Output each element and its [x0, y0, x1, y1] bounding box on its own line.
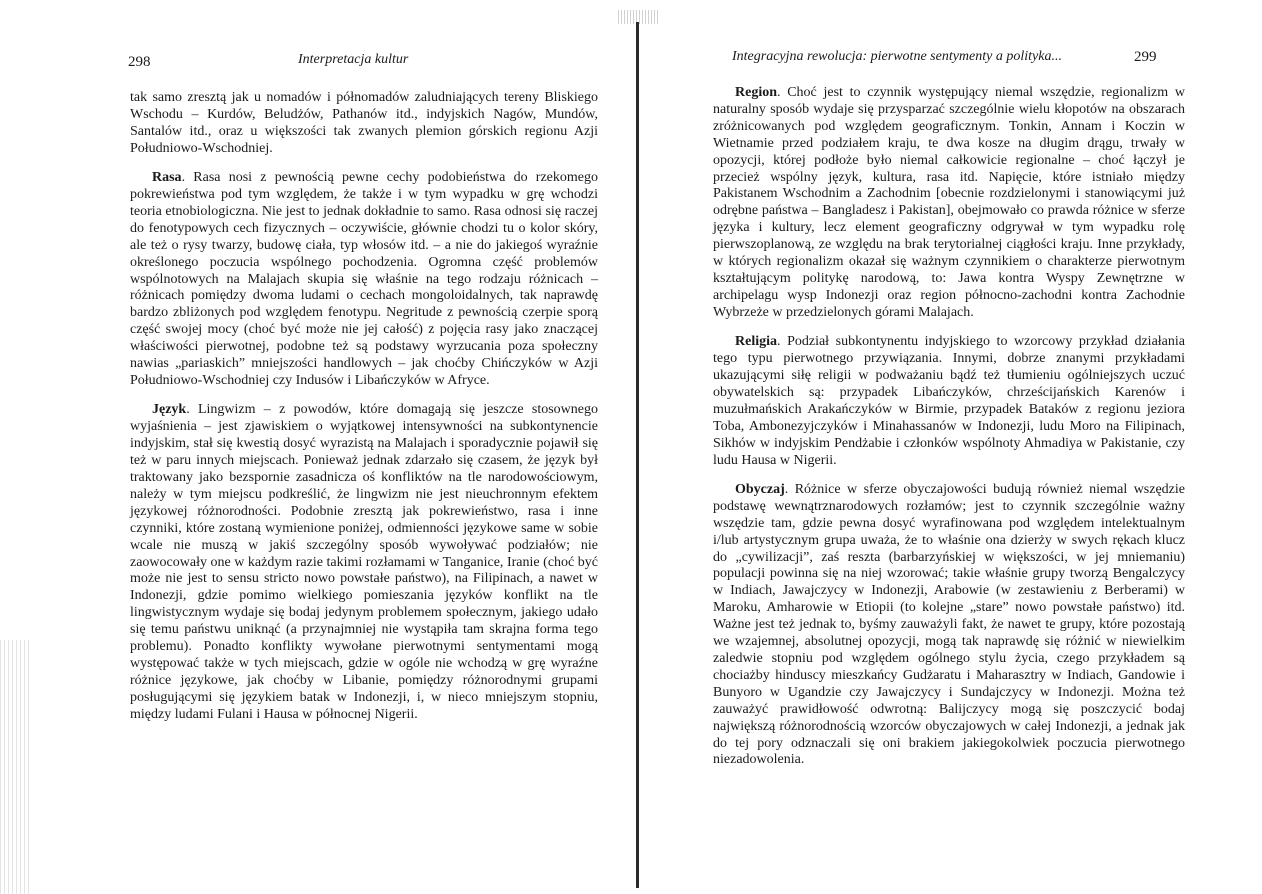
section-term: Rasa — [152, 170, 182, 186]
body-text — [713, 85, 1185, 782]
paragraph-text: tak samo zresztą jak u nomadów i półnomadów zaludniających tereny Bliskiego Wschodu – Kurdów, Beludżów, Pathanów itd., indyjskich Nagów, Mundów, Santalów itd., oraz u większości tak zwanych plemion górskich regionu Azji Południowo-Wschodniej. — [130, 90, 598, 156]
left-page — [0, 0, 625, 894]
running-title: Integracyjna rewolucja: pierwotne sentymenty a polityka... — [732, 49, 1062, 64]
page-number: 299 — [1134, 49, 1157, 65]
paragraph-text: . Różnice w sferze obyczajowości budują również niemal wszędzie podstawę wewnątrznarodowych rozłamów; jest to czynnik szczególnie ważny wszędzie tam, gdzie pewna dosyć wyrafinowana pod względem intelektualnym i/lub artystycznym grupa uważa, że to właśnie ona dzierży w swych rękach klucz do „cywilizacji”, zaś reszta (barbarzyńskiej w większości, w jej mniemaniu) populacji powinna się na niej wzorować; takie właśnie grupy tworzą Bengalczycy w Indiach, Jawajczycy w Indonezji, Arabowie (w zestawieniu z Berberami) w Maroku, Amharowie w Etiopii (to kolejne „stare” nowo powstałe państwo) itd. Ważne jest też jednak to, byśmy zauważyli fakt, że nawet te grupy, które pozostają we wzajemnej, absolutnej opozycji, mogą tak naprawdę się różnić w niewielkim zaledwie stopniu pod względem ogólnego stylu życia, czego przykładem są chociażby hinduscy mieszkańcy Gudżaratu i Maharasztry w Indiach, Gandowie i Bunyoro w Ugandzie czy Jawajczycy i Sundajczycy w Indonezji. Można też zauważyć prawidłowość odwrotną: Balijczycy mogą się poszczycić bodaj największą różnorodnością wzorców obyczajowych w całej Indonezji, a jednak jak do tej pory odznaczali się oni brakiem jakiegokolwiek poczucia pierwotnego niezadowolenia. — [713, 481, 1185, 768]
page-number: 298 — [128, 54, 151, 70]
section-term: Obyczaj — [735, 481, 785, 497]
paragraph — [713, 482, 1185, 769]
right-page — [645, 0, 1262, 894]
paragraph — [713, 85, 1185, 322]
paragraph — [713, 334, 1185, 469]
paragraph — [130, 402, 598, 723]
section-term: Religia — [735, 334, 777, 350]
running-title: Interpretacja kultur — [298, 52, 409, 67]
section-term: Język — [152, 402, 187, 418]
paragraph — [130, 170, 598, 390]
scan-edge-noise — [0, 640, 30, 894]
book-gutter — [636, 22, 639, 888]
paragraph-text: . Choć jest to czynnik występujący niemal wszędzie, regionalizm w naturalny sposób wydaje się przysparzać szczególnie wielu kłopotów na obszarach zróżnicowanych pod względem geograficznym. Tonkin, Annam i Koczin w Wietnamie przed podziałem kraju, te dwa kosze na długim drągu, trwały w opozycji, której podłoże było niemal całkowicie regionalne – choć łączył je przecież wspólny język, kultura, rasa itd. Napięcie, które istniało między Pakistanem Wschodnim a Zachodnim [obecnie rozdzielonymi i stanowiącymi już odrębne państwa – Bangladesz i Pakistan], obejmowało co prawda różnice w sferze języka i kultury, lecz element geograficzny odgrywał w tym wypadku rolę pierwszoplanową, ze względu na brak terytorialnej ciągłości kraju. Inne przykłady, w których regionalizm okazał się ważnym czynnikiem o charakterze pierwotnym kształtującym politykę narodową, to: Jawa kontra Wyspy Zewnętrzne w archipelagu wysp Indonezji oraz region północno-zachodni kontra Zachodnie Wybrzeże w przedzielonych górami Malajach. — [713, 85, 1185, 320]
paragraph-text: . Podział subkontynentu indyjskiego to wzorcowy przykład działania tego typu pierwotnego przywiązania. Innymi, dobrze znanymi przykładami ukazującymi siłę religii w podważaniu bądź też tłumieniu ogólniejszych uczuć obywatelskich są: przypadek Libańczyków, chrześcijańskich Karenów i muzułmańskich Arakańczyków w Birmie, przypadek Bataków z regionu jeziora Toba, Ambonezyjczyków i Minahassanów w Indonezji, ludu Moro na Filipinach, Sikhów w indyjskim Pendżabie i członków wspólnoty Ahmadiya w Pakistanie, czy ludu Hausa w Nigerii. — [713, 334, 1185, 468]
body-text — [130, 90, 598, 736]
section-term: Region — [735, 85, 777, 100]
paragraph-text: . Lingwizm – z powodów, które domagają się jeszcze stosownego wyjaśnienia – jest zjawiskiem o wyjątkowej intensywności na subkontynencie indyjskim, stał się kwestią dosyć wyrazistą na Malajach i sporadycznie pojawił się też w paru innych miejscach. Ponieważ jednak zdarzało się czasem, że język był traktowany jako bezspornie zasadnicza oś konfliktów na tle narodowościowym, należy w tym miejscu podkreślić, że lingwizm nie jest nieuchronnym efektem językowej różnorodności. Podobnie zresztą jak pokrewieństwo, rasa i inne czynniki, które zostaną wymienione poniżej, odmienności językowe same w sobie wcale nie muszą w jakiś szczególny sposób wywoływać podziałów; nie zaowocowały one w każdym razie takimi rozłamami w Tanganice, Iranie (choć być może nie jest to sensu stricto nowo powstałe państwo), na Filipinach, a nawet w Indonezji, gdzie pomimo wielkiego pomieszania języków konflikt na tle lingwistycznym wydaje się bodaj jedynym problemem społecznym, jakiego udało się temu państwu uniknąć (a przynajmniej nie wystąpiła tam skrajna forma tego problemu). Ponadto konflikty wywołane pierwotnymi sentymentami mogą występować także w tych miejscach, gdzie w ogóle nie wchodzą w grę wyraźne różnice językowe, jak choćby w Libanie, pomiędzy różnorodnymi grupami posługującymi się językiem batak w Indonezji, i, w nieco mniejszym stopniu, między ludami Fulani i Hausa w północnej Nigerii. — [130, 402, 598, 722]
paragraph-text: . Rasa nosi z pewnością pewne cechy podobieństwa do rzekomego pokrewieństwa pod tym względem, że także i w tym wypadku w grę wchodzi teoria etnobiologiczna. Nie jest to jednak dokładnie to samo. Rasa odnosi się raczej do fenotypowych cech fizycznych – oczywiście, głównie chodzi tu o kolor skóry, ale też o rysy twarzy, budowę ciała, typ włosów itd. – a nie do jakiegoś wyraźnie określonego poczucia wspólnego pochodzenia. Ogromna część problemów wspólnotowych na Malajach skupia się właśnie na tego rodzaju różnicach – różnicach pomiędzy dwoma ludami o cechach mongoloidalnych, tak naprawdę bardzo zbliżonych pod względem fenotypu. Negritude z pewnością czerpie sporą część swojej mocy (choć być może nie jej całość) z pojęcia rasy jako znaczącej właściwości pierwotnej, podobne też są podstawy wyrzucania poza społeczny nawias „pariaskich” mniejszości handlowych – jak choćby Chińczyków w Azji Południowo-Wschodniej czy Indusów i Libańczyków w Afryce. — [130, 170, 598, 388]
paragraph — [130, 90, 598, 158]
